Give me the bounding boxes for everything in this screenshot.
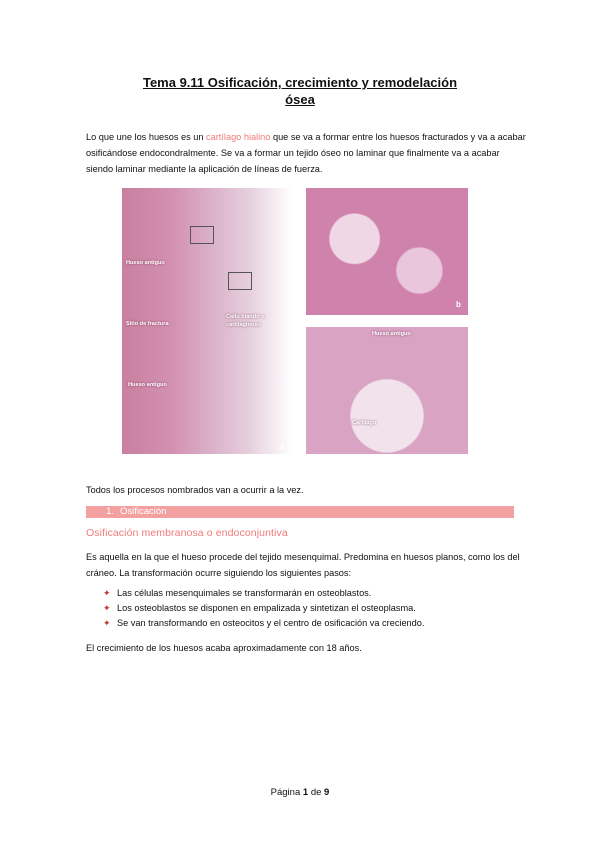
steps-list bbox=[103, 586, 424, 631]
section-banner bbox=[86, 506, 514, 518]
intro-highlight: cartílago hialino bbox=[206, 132, 271, 142]
page-footer bbox=[0, 787, 600, 798]
list-item bbox=[103, 586, 424, 601]
panel-c-label-cartilago: Cartílago bbox=[352, 420, 377, 426]
panel-a-letter: a bbox=[280, 442, 285, 451]
histology-figure bbox=[122, 188, 468, 454]
step-text: Se van transformando en osteocitos y el centro de osificación va creciendo. bbox=[117, 618, 425, 628]
footer-prefix: Página bbox=[270, 787, 301, 798]
growth-paragraph: El crecimiento de los huesos acaba aproximadamente con 18 años. bbox=[86, 643, 362, 653]
list-item bbox=[103, 616, 424, 631]
intro-paragraph bbox=[86, 129, 526, 177]
panel-a-image bbox=[122, 188, 292, 454]
title-line-1: Tema 9.11 Osificación, crecimiento y remodelación bbox=[142, 75, 458, 90]
footer-total-pages: 9 bbox=[324, 787, 330, 798]
title-line-2: ósea bbox=[285, 92, 315, 107]
panel-a-label-hueso-antiguo-2: Hueso antiguo bbox=[128, 382, 167, 388]
pin-bullet-icon: ✦ bbox=[103, 588, 111, 598]
step-text: Los osteoblastos se disponen en empalizada y sintetizan el osteoplasma. bbox=[117, 603, 416, 613]
simultaneous-text: Todos los procesos nombrados van a ocurrir a la vez. bbox=[86, 485, 304, 495]
pin-bullet-icon: ✦ bbox=[103, 618, 111, 628]
panel-c-label-hueso-antiguo: Hueso antiguo bbox=[372, 331, 411, 337]
panel-a-label-hueso-antiguo-1: Hueso antiguo bbox=[126, 260, 165, 266]
footer-sep: de bbox=[310, 787, 322, 798]
panel-c-image bbox=[306, 327, 468, 454]
zoom-box-2 bbox=[228, 272, 252, 290]
intro-text-after: que se va a formar entre los huesos fracturados y va a acabar osificándose endocondralmente. Se va a formar un tejido óseo no laminar que finalmente va a acabar siendo laminar mediante la aplicación de líneas de fuerza. bbox=[86, 132, 526, 174]
section-number: 1. bbox=[106, 506, 114, 517]
intro-text-before: Lo que une los huesos es un bbox=[86, 132, 207, 142]
pin-bullet-icon: ✦ bbox=[103, 603, 111, 613]
list-item bbox=[103, 601, 424, 616]
panel-b-letter: b bbox=[456, 300, 461, 309]
zoom-box-1 bbox=[190, 226, 214, 244]
step-text: Las células mesenquimales se transformarán en osteoblastos. bbox=[117, 588, 372, 598]
subsection-title: Osificación membranosa o endoconjuntiva bbox=[86, 527, 288, 539]
section-title: Osificación bbox=[120, 506, 167, 517]
membranosa-paragraph: Es aquella en la que el hueso procede del tejido mesenquimal. Predomina en huesos planos, como los del cráneo. La transformación ocurre siguiendo los siguientes pasos: bbox=[86, 552, 520, 578]
panel-a-label-sitio-fractura: Sitio de fractura bbox=[126, 321, 169, 327]
panel-b-image bbox=[306, 188, 468, 315]
footer-page-number: 1 bbox=[302, 787, 309, 798]
panel-a-label-callo: Callo blando o cartilaginoso bbox=[226, 314, 265, 328]
